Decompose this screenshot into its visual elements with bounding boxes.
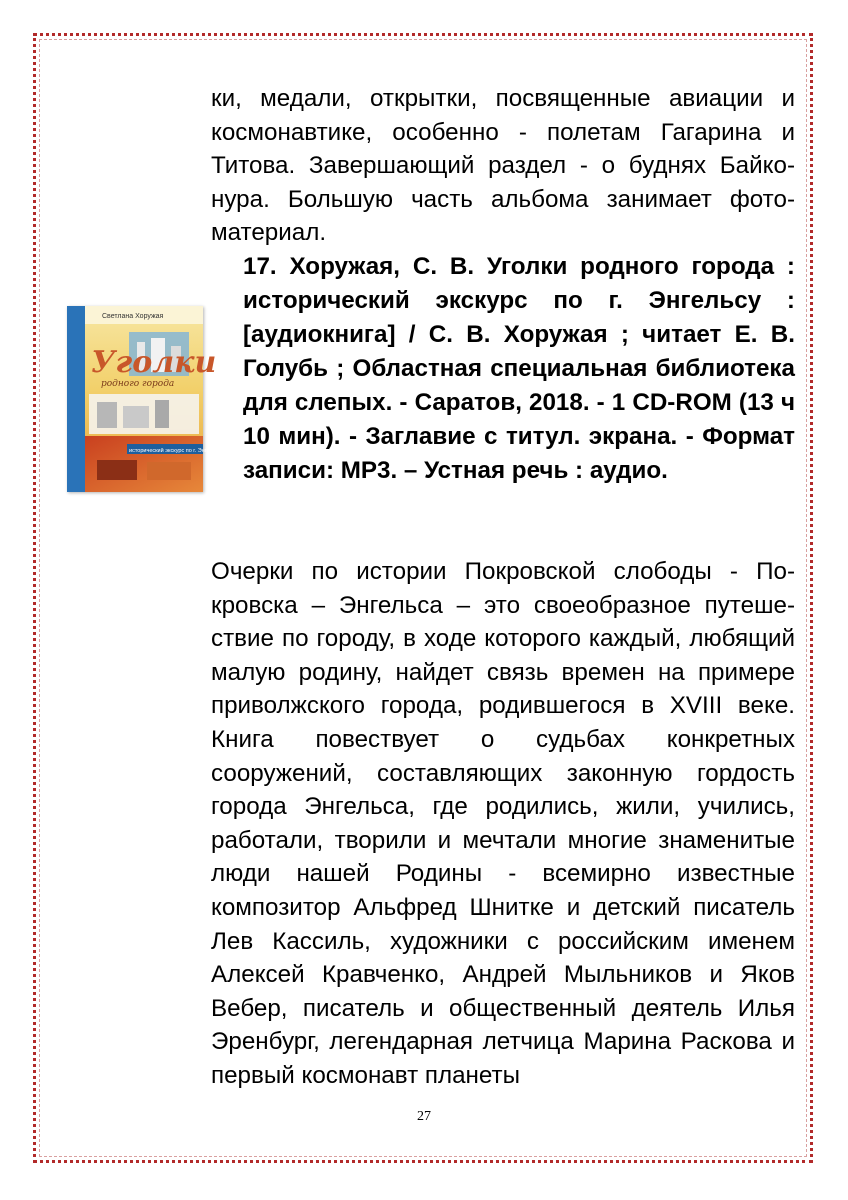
book-cover-image — [67, 306, 222, 492]
cover-subtitle: родного города — [101, 379, 175, 389]
cover-title: Уголки — [91, 345, 217, 380]
paragraph-continuation: ки, медали, открытки, посвященные авиации и космонавтике, особенно - полетам Гагарина и Титова. Завершающий раздел - о буднях Байконура. Большую часть альбома занимает фотоматериал. — [211, 85, 795, 247]
cover-author: Светлана Хоружая — [102, 313, 164, 320]
bibliographic-entry: 17. Хоружая, С. В. Уголки родного города : исторический экскурс по г. Энгельсу : [аудиокнига] / С. В. Хоружая ; читает Е. В. Голубь ; Областная специальная библиотека для слепых. - Саратов, 2018. - 1 CD-ROM (13 ч 10 мин). - Заглавие с титул. экрана. - Формат записи: MP3. – Устная речь : аудио. — [243, 253, 795, 484]
annotation-paragraph: Очерки по истории Покровской слободы - Покровска – Энгельса – это своеобразное путешествие по городу, в ходе которого каждый, любящий малую родину, найдет связь времен на примере приволжского города, родившегося в XVIII веке. Книга повествует о судьбах конкретных сооружений, составляющих законную гордость города Энгельса, где родились, жили, учились, работали, творили и мечтали многие знаменитые люди нашей Родины - всемирно известные композитор Альфред Шнитке и детский писатель Лев Кассиль, художники с российским именем Алексей Кравченко, Андрей Мыльников и Яков Вебер, писатель и общественный деятель Илья Эренбург, легендарная летчица Марина Раскова и первый космонавт планеты — [211, 558, 795, 1089]
cover-banner: исторический экскурс по г. Энгельсу — [129, 448, 222, 454]
page-number: 27 — [417, 1109, 431, 1124]
